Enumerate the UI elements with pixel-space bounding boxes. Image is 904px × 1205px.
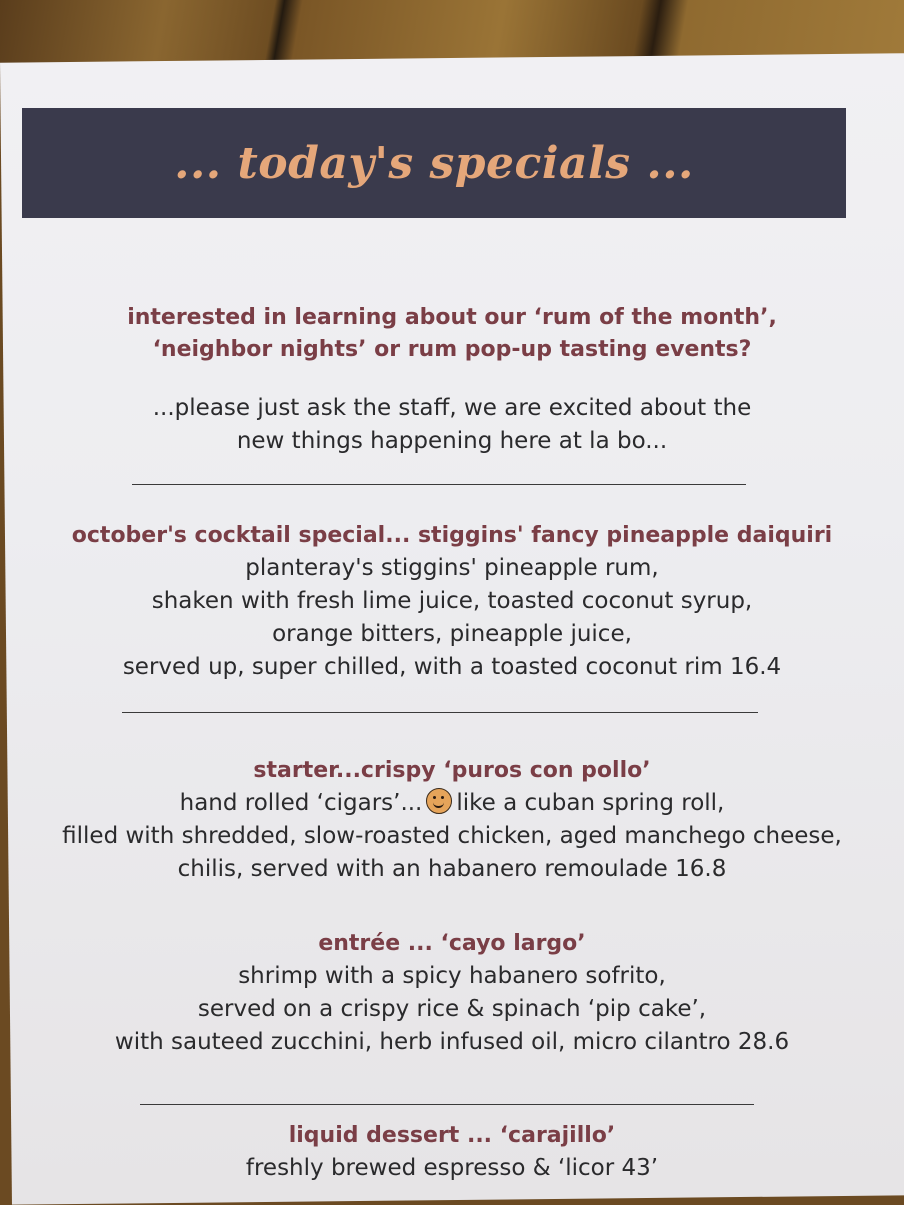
starter-line-1 [0,787,904,820]
divider [132,484,746,485]
entree-line: served on a crispy rice & spinach ‘pip cake’, [197,996,707,1022]
starter-line-1-start: hand rolled ‘cigars’... [179,790,423,816]
divider [140,1104,754,1105]
intro-answer-line-2: new things happening here at la bo... [236,428,668,454]
starter-line: chilis, served with an habanero remoulade 16.8 [177,856,727,882]
starter-heading: starter...crispy ‘puros con pollo’ [253,758,651,783]
smiling-face-icon [426,788,452,814]
cocktail-line: orange bitters, pineapple juice, [272,621,632,647]
intro-answer-line-1: ...please just ask the staff, we are excited about the [152,395,752,421]
starter-special [0,755,904,886]
specials-banner [22,108,846,218]
banner-title: ... today's specials ... [174,137,694,189]
cocktail-heading: october's cocktail special... stiggins' fancy pineapple daiquiri [71,523,833,548]
intro-answer [0,392,904,458]
cocktail-line: planteray's stiggins' pineapple rum, [245,555,659,581]
intro-question-line-2: ‘neighbor nights’ or rum pop-up tasting events? [152,337,752,362]
cocktail-line: shaken with fresh lime juice, toasted coconut syrup, [151,588,753,614]
starter-line: filled with shredded, slow-roasted chicken, aged manchego cheese, [62,823,842,849]
dessert-special [0,1120,904,1185]
starter-line-1-end: like a cuban spring roll, [456,790,725,816]
entree-line: shrimp with a spicy habanero sofrito, [238,963,666,989]
entree-line: with sauteed zucchini, herb infused oil, micro cilantro 28.6 [114,1029,790,1055]
divider [122,712,758,713]
dessert-heading: liquid dessert ... ‘carajillo’ [288,1123,616,1148]
cocktail-special [0,520,904,684]
intro-question [0,302,904,366]
entree-special [0,928,904,1059]
cocktail-line: served up, super chilled, with a toasted coconut rim 16.4 [122,654,782,680]
intro-question-line-1: interested in learning about our ‘rum of the month’, [127,305,777,330]
dessert-line: freshly brewed espresso & ‘licor 43’ [245,1155,659,1181]
entree-heading: entrée ... ‘cayo largo’ [318,931,586,956]
